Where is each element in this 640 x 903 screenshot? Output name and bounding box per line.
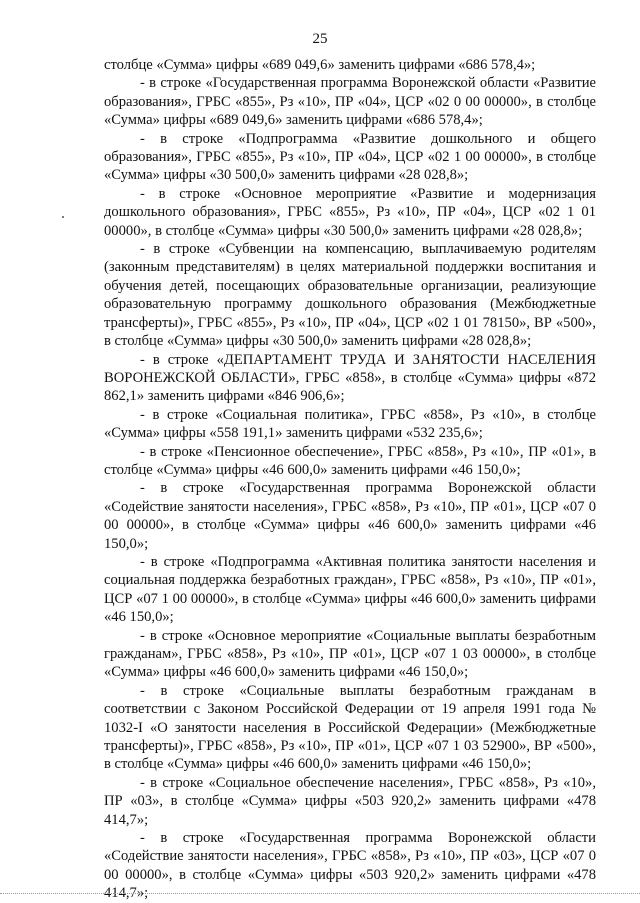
scan-speck <box>62 216 64 218</box>
page-number: 25 <box>312 31 328 47</box>
paragraph-5: - в строке «Субвенции на компенсацию, выплачиваемую родителям (законным представителям) в целях материальной поддержки воспитания и обучения детей, посещающих образовательные организации, реализующие образовательную программу дошкольного образования (Межбюджетные трансферты)», ГРБС «855», Рз «10», ПР «04», ЦСР «02 1 01 78150», ВР «500», в столбце «Сумма» цифры «30 500,0» заменить цифрами «28 028,8»; <box>104 241 596 350</box>
paragraph-10: - в строке «Подпрограмма «Активная политика занятости населения и социальная поддержка безработных граждан», ГРБС «858», Рз «10», ПР «01», ЦСР «07 1 00 00000», в столбце «Сумма» цифры «46 600,0» заменить цифрами «46 150,0»; <box>104 553 596 626</box>
scan-edge-line <box>0 893 640 894</box>
paragraph-12: - в строке «Социальные выплаты безработным гражданам в соответствии с Законом Российской Федерации от 19 апреля 1991 года № 1032-I «О занятости населения в Российской Федерации» (Межбюджетные трансферты)», ГРБС «858», Рз «10», ПР «01», ЦСР «07 1 03 52900», ВР «500», в столбце «Сумма» цифры «46 600,0» заменить цифрами «46 150,0»; <box>104 682 596 773</box>
paragraph-8: - в строке «Пенсионное обеспечение», ГРБС «858», Рз «10», ПР «01», в столбце «Сумма» цифры «46 600,0» заменить цифрами «46 150,0»; <box>104 443 596 478</box>
paragraph-1: столбце «Сумма» цифры «689 049,6» заменить цифрами «686 578,4»; <box>104 57 536 73</box>
paragraph-13: - в строке «Социальное обеспечение населения», ГРБС «858», Рз «10», ПР «03», в столбце «Сумма» цифры «503 920,2» заменить цифрами «478 414,7»; <box>104 774 596 828</box>
paragraph-2: - в строке «Государственная программа Воронежской области «Развитие образования», ГРБС «855», Рз «10», ПР «04», ЦСР «02 0 00 00000», в столбце «Сумма» цифры «689 049,6» заменить цифрами «686 578,4»; <box>104 75 596 129</box>
paragraph-6: - в строке «ДЕПАРТАМЕНТ ТРУДА И ЗАНЯТОСТИ НАСЕЛЕНИЯ ВОРОНЕЖСКОЙ ОБЛАСТИ», ГРБС «858», в столбце «Сумма» цифры «872 862,1» заменить цифрами «846 906,6»; <box>104 351 596 405</box>
document-body <box>104 56 596 903</box>
paragraph-11: - в строке «Основное мероприятие «Социальные выплаты безработным гражданам», ГРБС «858», Рз «10», ПР «01», ЦСР «07 1 03 00000», в столбце «Сумма» цифры «46 600,0» заменить цифрами «46 150,0»; <box>104 627 596 681</box>
paragraph-14: - в строке «Государственная программа Воронежской области «Содействие занятости населения», ГРБС «858», Рз «10», ПР «03», ЦСР «07 0 00 00000», в столбце «Сумма» цифры «503 920,2» заменить цифрами «478 414,7»; <box>104 830 596 902</box>
paragraph-9: - в строке «Государственная программа Воронежской области «Содействие занятости населения», ГРБС «858», Рз «10», ПР «01», ЦСР «07 0 00 00000», в столбце «Сумма» цифры «46 600,0» заменить цифрами «46 150,0»; <box>104 480 596 552</box>
paragraph-7: - в строке «Социальная политика», ГРБС «858», Рз «10», в столбце «Сумма» цифры «558 191,1» заменить цифрами «532 235,6»; <box>104 406 596 442</box>
paragraph-3: - в строке «Подпрограмма «Развитие дошкольного и общего образования», ГРБС «855», Рз «10», ПР «04», ЦСР «02 1 00 00000», в столбце «Сумма» цифры «30 500,0» заменить цифрами «28 028,8»; <box>104 130 596 184</box>
paragraph-4: - в строке «Основное мероприятие «Развитие и модернизация дошкольного образования», ГРБС «855», Рз «10», ПР «04», ЦСР «02 1 01 00000», в столбце «Сумма» цифры «30 500,0» заменить цифрами «28 028,8»; <box>104 185 596 239</box>
